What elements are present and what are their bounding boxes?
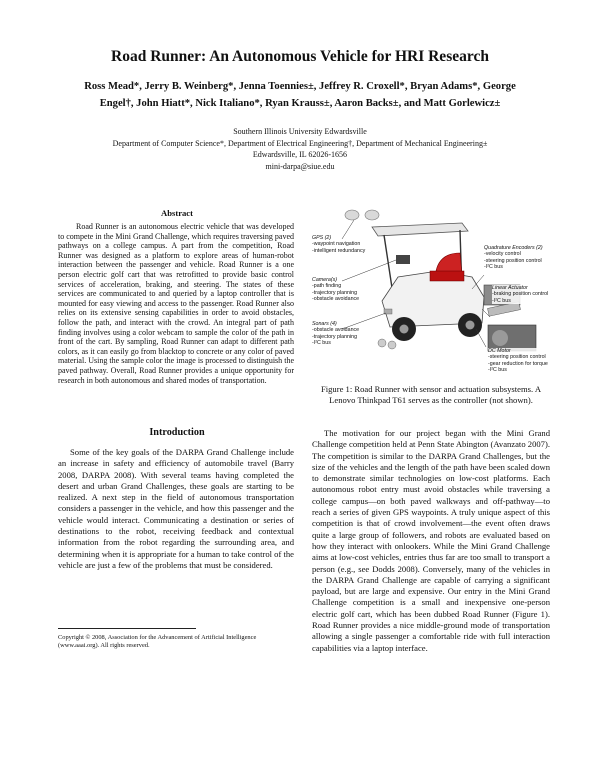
affiliation-block [40, 126, 560, 172]
actuator-title: Linear Actuator [492, 285, 528, 291]
actuator-label [492, 285, 548, 304]
author-list [58, 79, 542, 112]
authors-line-2: Engel†, John Hiatt*, Nick Italiano*, Ryan Krauss±, Aaron Backs±, and Matt Gorlewicz± [99, 97, 501, 109]
abstract-body [58, 222, 294, 385]
actuator-item: -I²C bus [492, 297, 511, 304]
gps-label [312, 235, 365, 254]
encoders-item: -I²C bus [484, 264, 503, 271]
motor-title: DC Motor [488, 348, 511, 354]
paper-title: Road Runner: An Autonomous Vehicle for HRI Research [111, 48, 489, 65]
motivation-paragraph: The motivation for our project began with the Mini Grand Challenge competition held at Penn State Abington (Avanzato 2007). The competition is similar to the DARPA Grand Challenges, but the size of the vehicles and the length of the path have been scaled down to demonstrate similar technologies on low-cost platforms. Each autonomous robot entry must avoid obstacles while traversing a college campus—on both paved walkways and off-pathway—to reach a series of given GPS waypoints. A truly unique aspect of this competition is that of crowd involvement—the event often draws quite a large group of followers, and robots are evaluated based on how they interact with onlookers. While the Mini Grand Challenge aims at low-cost vehicles, entries thus far are too small to transport a person (e.g., see Dodds 2008). Conversely, many of the vehicles in the DARPA Grand Challenge are capable of carrying a significant payload, but are large and expensive. Our entry in the Mini Grand Challenge competition is a small and inexpensive one-person electric golf cart, which has been dubbed Road Runner (Figure 1). Road Runner provides a nice middle-ground mode of transportation allowing a single passenger a comfortable ride with full interaction capabilities via a laptop interface. [312, 428, 550, 653]
sonars-item: -I²C bus [312, 340, 331, 347]
encoders-item: -steering position control [484, 257, 542, 264]
motivation-body [312, 428, 550, 654]
motor-label [488, 348, 548, 374]
figure-road-runner [312, 205, 550, 375]
abstract-paragraph: Road Runner is an autonomous electric vehicle that was developed to compete in the Mini Grand Challenge, which requires traversing paved pathways on a college campus. A part from the competition, Road Runner was designed as a platform to explore areas of human-robot interaction between the passenger and vehicle. Road Runner is a one person electric golf cart that was retrofitted to provide basic control services of acceleration, braking, and steering. The states of these services are communicated to and queried by a laptop controller that is mounted for easy viewing and access to the passenger. Road Runner also relies on its extensive sensing capabilities in order to avoid obstacles, follow the path, and interact with the crowd. An integral part of path finding involves using a color webcam to sample the color of the path in front of the cart. By sampling, Road Runner can adapt to different path colors, as it can easily go from blacktop to concrete or any color of paved material. Using the sample color the image is processed to distinguish the paved pathway. Overall, Road Runner provides a unique opportunity for research in both autonomous and shared modes of transportation. [58, 222, 294, 385]
gps-item: -waypoint navigation [312, 241, 361, 248]
encoders-item: -velocity control [484, 251, 521, 258]
camera-item: -path finding [312, 283, 342, 290]
footnote-rule [58, 628, 196, 629]
encoders-label [484, 245, 543, 271]
motor-item: -steering position control [488, 354, 546, 361]
camera-item: -trajectory planning [312, 289, 358, 296]
university: Southern Illinois University Edwardsville [233, 127, 367, 136]
authors-line-1: Ross Mead*, Jerry B. Weinberg*, Jenna Toennies±, Jeffrey R. Croxell*, Bryan Adams*, George [84, 81, 516, 92]
gps-item: -intelligent redundancy [312, 247, 366, 254]
camera-item: -obstacle avoidance [312, 296, 360, 303]
address: Edwardsville, IL 62026-1656 [252, 150, 348, 160]
copyright-notice: Copyright © 2008, Association for the Advancement of Artificial Intelligence (www.aaai.org). All rights reserved. [58, 634, 257, 650]
camera-title: Camera(s) [312, 277, 338, 283]
departments: Department of Computer Science*, Department of Electrical Engineering†, Department of Mechanical Engineering± [112, 138, 488, 148]
sonars-label [312, 321, 359, 347]
motor-item: -I²C bus [488, 367, 507, 374]
encoders-title: Quadrature Encoders (2) [484, 245, 543, 251]
introduction-body [58, 447, 294, 571]
sonars-title: Sonars (4) [312, 321, 337, 327]
abstract-heading: Abstract [161, 208, 193, 218]
camera-label [312, 277, 359, 303]
figure-caption: Figure 1: Road Runner with sensor and actuation subsystems. A Lenovo Thinkpad T61 serves as the controller (not shown). [320, 384, 542, 405]
introduction-heading: Introduction [149, 427, 205, 438]
email[interactable]: mini-darpa@siue.edu [265, 161, 335, 171]
sonars-item: -trajectory planning [312, 333, 358, 340]
actuator-item: -braking position control [492, 291, 549, 298]
motor-item: -gear reduction for torque [488, 360, 548, 367]
introduction-paragraph: Some of the key goals of the DARPA Grand Challenge include an increase in safety and efficiency of automobile travel (Barry 2008, DARPA 2008). With several teams having completed the desert and urban Grand Challenges, these goals are starting to be realized. A next step in the field of autonomous transportation considers a passenger in the vehicle, and how this passenger and the vehicle would interact. Communicating a destination or series of destinations to the robot, receiving feedback and contextual information from the robot regarding the surrounding area, and determining when it is appropriate for a human to take control of the vehicle are just a few of the problems that must be considered. [58, 447, 294, 570]
sonars-item: -obstacle avoidance [312, 327, 360, 334]
gps-title: GPS (2) [312, 235, 332, 241]
